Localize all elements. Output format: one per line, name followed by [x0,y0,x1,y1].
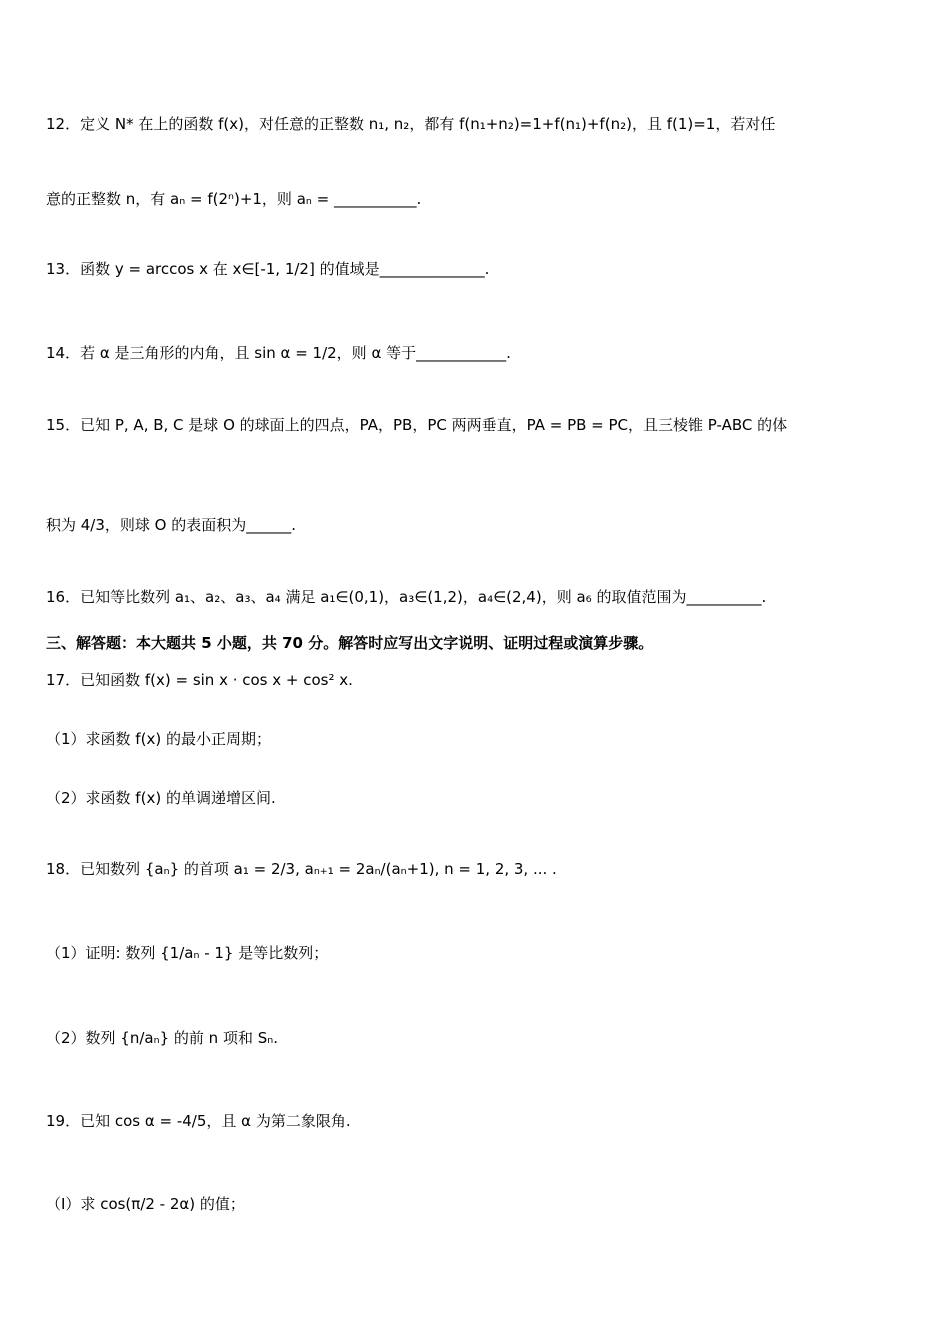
problem-12-line-2: 意的正整数 n，有 aₙ = f(2ⁿ)+1，则 aₙ = ___________. [46,190,422,208]
problem-18-part-2: （2）数列 {n/aₙ} 的前 n 项和 Sₙ. [46,1029,278,1047]
problem-17: 17．已知函数 f(x) = sin x · cos x + cos² x. [46,671,353,689]
problem-17-part-2: （2）求函数 f(x) 的单调递增区间. [46,789,276,807]
problem-19-part-1: （I）求 cos(π/2 - 2α) 的值； [46,1195,245,1213]
problem-12-line-1: 12．定义 N* 在上的函数 f(x)，对任意的正整数 n₁, n₂，都有 f(n₁+n₂)=1+f(n₁)+f(n₂)，且 f(1)=1，若对任 [46,115,776,133]
problem-19: 19．已知 cos α = -4/5，且 α 为第二象限角. [46,1112,351,1130]
problem-18: 18．已知数列 {aₙ} 的首项 a₁ = 2/3, aₙ₊₁ = 2aₙ/(aₙ+1), n = 1, 2, 3, ... . [46,860,557,878]
problem-13: 13．函数 y = arccos x 在 x∈[-1, 1/2] 的值域是______________. [46,260,490,278]
problem-15-line-1: 15．已知 P, A, B, C 是球 O 的球面上的四点，PA，PB，PC 两两垂直，PA = PB = PC，且三棱锥 P-ABC 的体 [46,416,788,434]
problem-18-part-1: （1）证明: 数列 {1/aₙ - 1} 是等比数列； [46,944,329,962]
problem-16: 16．已知等比数列 a₁、a₂、a₃、a₄ 满足 a₁∈(0,1)，a₃∈(1,2)，a₄∈(2,4)，则 a₆ 的取值范围为__________. [46,588,767,606]
section-heading: 三、解答题：本大题共 5 小题，共 70 分。解答时应写出文字说明、证明过程或演算步骤。 [46,634,654,652]
problem-15-line-2: 积为 4/3，则球 O 的表面积为______. [46,516,297,534]
problem-17-part-1: （1）求函数 f(x) 的最小正周期； [46,730,271,748]
problem-14: 14．若 α 是三角形的内角，且 sin α = 1/2，则 α 等于____________. [46,344,511,362]
